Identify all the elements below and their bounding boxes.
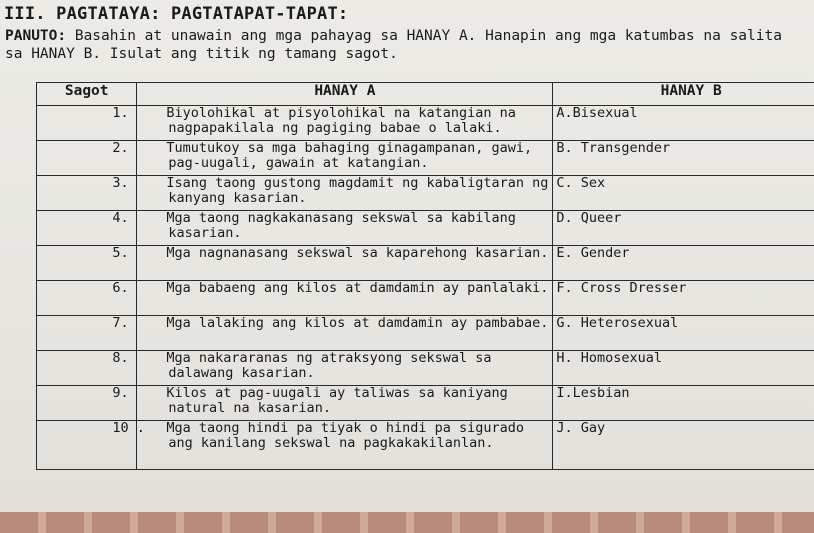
statement-cell — [112, 280, 553, 316]
item-number: 6. — [112, 280, 129, 296]
table-row — [37, 106, 814, 141]
table-row — [37, 211, 814, 246]
statement-cell — [112, 140, 553, 176]
item-number: 10 . — [112, 420, 145, 436]
section-heading: III. PAGTATAYA: PAGTATAPAT-TAPAT: — [4, 4, 349, 24]
item-statement: Kilos at pag-uugali ay taliwas sa kaniyang natural na kasarian. — [166, 385, 508, 416]
item-statement: Mga nakararanas ng atraksyong sekswal sa dalawang kasarian. — [166, 350, 492, 381]
item-statement: Tumutukoy sa mga bahaging ginagampanan, gawi, pag-uugali, gawain at katangian. — [166, 140, 533, 171]
table-row — [37, 176, 814, 211]
table-row — [37, 141, 814, 176]
item-statement: Mga lalaking ang kilos at damdamin ay pambabae. — [166, 315, 549, 331]
statement-cell — [112, 315, 553, 351]
item-statement: Mga babaeng ang kilos at damdamin ay panlalaki. — [166, 280, 549, 296]
choice-cell: B. Transgender — [553, 141, 814, 176]
choice-cell: G. Heterosexual — [553, 316, 814, 351]
instructions-text: Basahin at unawain ang mga pahayag sa HANAY A. Hanapin ang mga katumbas na salita sa HANAY B. Isulat ang titik ng tamang sagot. — [5, 28, 782, 62]
matching-table — [36, 82, 814, 470]
item-statement: Mga taong nagkakanasang sekswal sa kabilang kasarian. — [166, 210, 516, 241]
choice-cell: J. Gay — [553, 421, 814, 470]
choice-cell: I.Lesbian — [553, 386, 814, 421]
table-row — [37, 421, 814, 470]
statement-cell — [112, 175, 553, 211]
choice-cell: H. Homosexual — [553, 351, 814, 386]
statement-cell — [112, 105, 553, 141]
choice-cell: A.Bisexual — [553, 106, 814, 141]
header-sagot: Sagot — [37, 83, 137, 106]
item-number: 4. — [112, 210, 129, 226]
table-row — [37, 246, 814, 281]
item-number: 5. — [112, 245, 129, 261]
table-row — [37, 386, 814, 421]
item-statement: Isang taong gustong magdamit ng kabaligtaran ng kanyang kasarian. — [166, 175, 549, 206]
item-number: 9. — [112, 385, 129, 401]
item-number: 7. — [112, 315, 129, 331]
choice-cell: D. Queer — [553, 211, 814, 246]
desk-surface — [0, 512, 814, 533]
table-row — [37, 281, 814, 316]
statement-cell — [112, 210, 553, 246]
choice-cell: C. Sex — [553, 176, 814, 211]
statement-cell — [112, 420, 553, 470]
item-number: 8. — [112, 350, 129, 366]
header-hanay-a: HANAY A — [137, 83, 553, 106]
table-row — [37, 316, 814, 351]
header-hanay-b: HANAY B — [553, 83, 814, 106]
table-row — [37, 351, 814, 386]
item-statement: Mga nagnanasang sekswal sa kaparehong kasarian. — [166, 245, 549, 261]
item-statement: Mga taong hindi pa tiyak o hindi pa sigurado ang kanilang sekswal na pagkakakilanlan. — [166, 420, 525, 451]
item-statement: Biyolohikal at pisyolohikal na katangian na nagpapakilala ng pagiging babae o lalaki. — [166, 105, 516, 136]
statement-cell — [112, 245, 553, 281]
item-number: 2. — [112, 140, 129, 156]
instructions — [5, 27, 805, 63]
statement-cell — [112, 385, 553, 421]
item-number: 1. — [112, 105, 129, 121]
item-number: 3. — [112, 175, 129, 191]
choice-cell: E. Gender — [553, 246, 814, 281]
statement-cell — [112, 350, 553, 386]
choice-cell: F. Cross Dresser — [553, 281, 814, 316]
table-header-row — [37, 83, 814, 106]
instructions-label: PANUTO: — [5, 28, 67, 44]
